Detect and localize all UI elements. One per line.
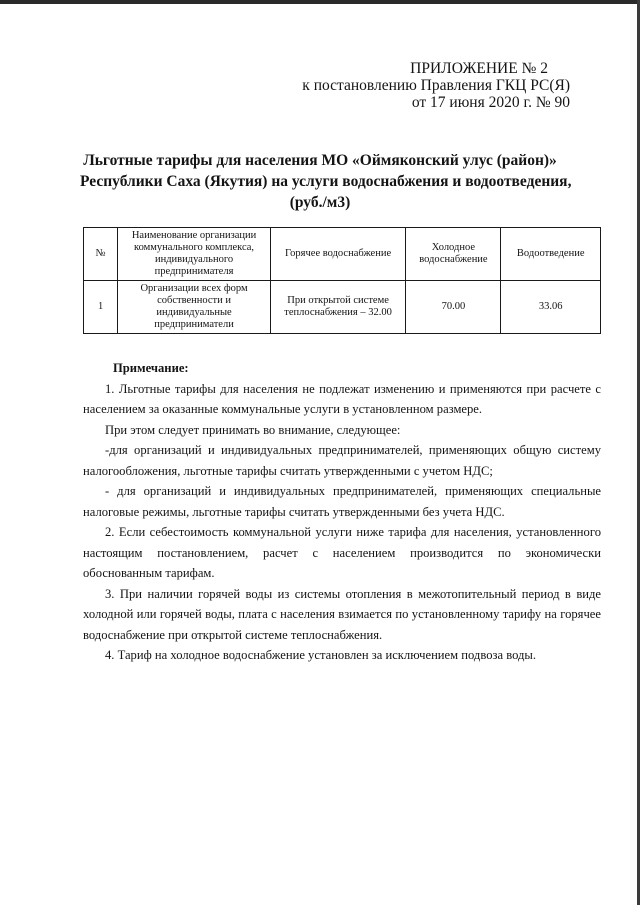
note-paragraph-7: 4. Тариф на холодное водоснабжение установлен за исключением подвоза воды. bbox=[105, 648, 537, 662]
title-line-1: Льготные тарифы для населения МО «Оймяконский улус (район)» bbox=[83, 152, 557, 169]
title-line-2: Республики Саха (Якутия) на услуги водоснабжения и водоотведения, bbox=[80, 173, 572, 190]
header-drainage: Водоотведение bbox=[501, 228, 601, 281]
tariff-table bbox=[83, 227, 601, 334]
cell-hot-water: При открытой системе теплоснабжения – 32.00 bbox=[270, 281, 406, 334]
cell-cold-water: 70.00 bbox=[406, 281, 501, 334]
scan-edge-top bbox=[0, 0, 640, 4]
appendix-header bbox=[270, 60, 570, 111]
appendix-reference: к постановлению Правления ГКЦ РС(Я) bbox=[302, 77, 570, 94]
header-cold-water: Холодное водоснабжение bbox=[406, 228, 501, 281]
header-num: № bbox=[84, 228, 118, 281]
document-title bbox=[80, 150, 572, 213]
cell-organization: Организации всех форм собственности и индивидуальные предприниматели bbox=[118, 281, 271, 334]
note-paragraph-1: 1. Льготные тарифы для населения не подлежат изменению и применяются при расчете с населением за оказанные коммунальные услуги в установленном размере. bbox=[83, 381, 601, 416]
title-line-3: (руб./м3) bbox=[289, 194, 351, 211]
table-row bbox=[84, 281, 601, 334]
note-paragraph-5: 2. Если себестоимость коммунальной услуги ниже тарифа для населения, установленного настоящим постановлением, расчет с населением производится по экономически обоснованным тарифам. bbox=[83, 525, 601, 580]
note-paragraph-6: 3. При наличии горячей воды из системы отопления в межотопительный период в виде холодной или горячей воды, плата с населения взимается по установленному тарифу на горячее водоснабжение при открытой системе теплоснабжения. bbox=[83, 586, 601, 642]
notes-heading: Примечание: bbox=[113, 361, 189, 375]
note-paragraph-3: -для организаций и индивидуальных предпринимателей, применяющих общую систему налогообложения, льготные тарифы считать утвержденными с учетом НДС; bbox=[83, 443, 601, 478]
table-header-row bbox=[84, 228, 601, 281]
cell-drainage: 33.06 bbox=[501, 281, 601, 334]
header-hot-water: Горячее водоснабжение bbox=[270, 228, 406, 281]
appendix-date: от 17 июня 2020 г. № 90 bbox=[411, 94, 570, 111]
header-organization: Наименование организации коммунального комплекса, индивидуального предпринимателя bbox=[118, 228, 271, 281]
note-paragraph-2: При этом следует принимать во внимание, следующее: bbox=[105, 422, 401, 437]
cell-num: 1 bbox=[84, 281, 118, 334]
appendix-number: ПРИЛОЖЕНИЕ № 2 bbox=[410, 60, 548, 77]
note-paragraph-4: - для организаций и индивидуальных предпринимателей, применяющих специальные налоговые режимы, льготные тарифы считать утвержденными без учета НДС. bbox=[83, 484, 601, 519]
notes-section bbox=[83, 358, 601, 666]
